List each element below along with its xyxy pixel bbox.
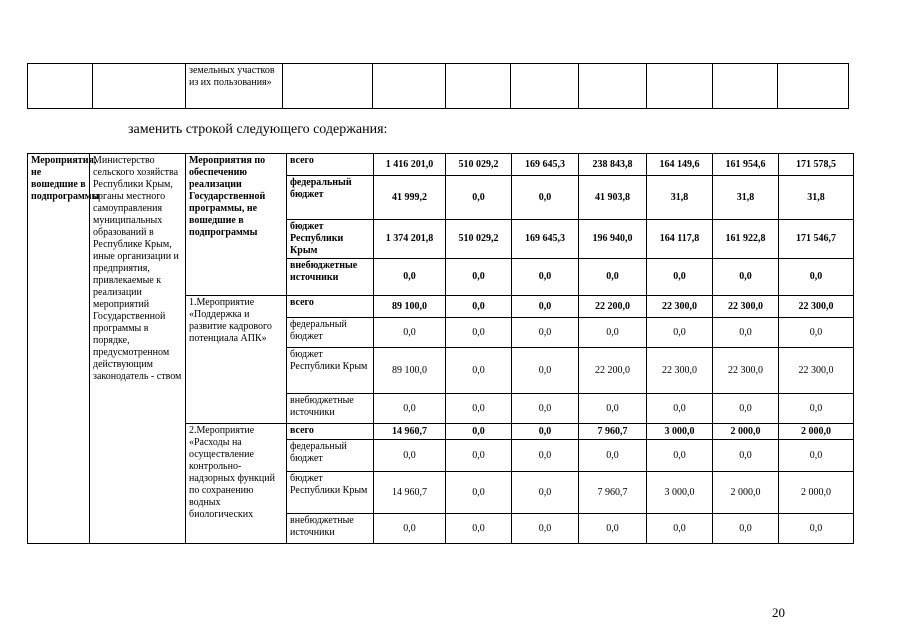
- funding-source-label: федеральный бюджет: [287, 440, 374, 472]
- amount-cell: 0,0: [512, 176, 579, 220]
- amount-cell: 0,0: [446, 424, 512, 440]
- amount-cell: 0,0: [579, 318, 647, 348]
- amount-cell: 0,0: [446, 394, 512, 424]
- amount-cell: 0,0: [779, 440, 854, 472]
- amount-cell: 0,0: [512, 259, 579, 296]
- amount-cell: 14 960,7: [374, 472, 446, 514]
- activity-name: 1.Мероприятие «Поддержка и развитие кадрового потенциала АПК»: [186, 296, 287, 424]
- amount-cell: 2 000,0: [779, 472, 854, 514]
- amount-cell: 0,0: [512, 514, 579, 544]
- amount-cell: 0,0: [579, 514, 647, 544]
- amount-cell: 171 578,5: [779, 154, 854, 176]
- amount-cell: 0,0: [713, 394, 779, 424]
- amount-cell: 0,0: [713, 259, 779, 296]
- amount-cell: 0,0: [647, 514, 713, 544]
- funding-source-label: внебюджетные источники: [287, 259, 374, 296]
- amount-cell: 0,0: [647, 440, 713, 472]
- amount-cell: 238 843,8: [579, 154, 647, 176]
- amount-cell: 0,0: [579, 394, 647, 424]
- amount-cell: 510 029,2: [446, 154, 512, 176]
- amount-cell: 22 200,0: [579, 348, 647, 394]
- amount-cell: 0,0: [512, 424, 579, 440]
- amount-cell: 0,0: [446, 296, 512, 318]
- amount-cell: 196 940,0: [579, 220, 647, 259]
- amount-cell: 1 416 201,0: [374, 154, 446, 176]
- funding-source-label: бюджет Республики Крым: [287, 220, 374, 259]
- amount-cell: 0,0: [374, 514, 446, 544]
- funding-source-label: внебюджетные источники: [287, 514, 374, 544]
- amount-cell: 0,0: [579, 440, 647, 472]
- activity-name: Мероприятия по обеспечению реализации Государственной программы, не вошедшие в подпрограммы: [186, 154, 287, 296]
- funding-source-label: всего: [287, 154, 374, 176]
- amount-cell: 89 100,0: [374, 296, 446, 318]
- amount-cell: 510 029,2: [446, 220, 512, 259]
- previous-row-text: земельных участков из их пользования»: [186, 64, 283, 109]
- amount-cell: 164 149,6: [647, 154, 713, 176]
- amount-cell: 161 954,6: [713, 154, 779, 176]
- previous-row: [28, 64, 849, 109]
- funding-source-label: внебюджетные источники: [287, 394, 374, 424]
- amount-cell: 7 960,7: [579, 472, 647, 514]
- amount-cell: 169 645,3: [512, 154, 579, 176]
- funding-source-label: всего: [287, 424, 374, 440]
- section-title: Мероприятия, не вошедшие в подпрограммы: [28, 154, 90, 544]
- amount-cell: 0,0: [446, 440, 512, 472]
- amount-cell: 2 000,0: [779, 424, 854, 440]
- amount-cell: 31,8: [647, 176, 713, 220]
- replacement-table: [27, 153, 854, 544]
- activity-name: 2.Мероприятие «Расходы на осуществление контрольно-надзорных функций по сохранению водных биологических: [186, 424, 287, 544]
- amount-cell: 0,0: [374, 318, 446, 348]
- amount-cell: 31,8: [713, 176, 779, 220]
- amount-cell: 0,0: [446, 176, 512, 220]
- amount-cell: 0,0: [512, 348, 579, 394]
- amount-cell: 164 117,8: [647, 220, 713, 259]
- amount-cell: 0,0: [446, 348, 512, 394]
- amount-cell: 0,0: [446, 259, 512, 296]
- funding-source-label: всего: [287, 296, 374, 318]
- amount-cell: 31,8: [779, 176, 854, 220]
- table-row: [28, 154, 854, 176]
- funding-source-label: федеральный бюджет: [287, 318, 374, 348]
- amount-cell: 14 960,7: [374, 424, 446, 440]
- amount-cell: 0,0: [446, 318, 512, 348]
- amount-cell: 0,0: [374, 440, 446, 472]
- responsible-executors: Министерство сельского хозяйства Республики Крым, органы местного самоуправления муниципальных образований в Республике Крым, иные организации и предприятия, привлекаемые к реализации мероприятий Государственной программы в порядке, предусмотренном действующим законодатель - ством: [90, 154, 186, 544]
- amount-cell: 2 000,0: [713, 472, 779, 514]
- amount-cell: 3 000,0: [647, 472, 713, 514]
- amount-cell: 0,0: [579, 259, 647, 296]
- amount-cell: 0,0: [713, 514, 779, 544]
- amount-cell: 0,0: [647, 394, 713, 424]
- amount-cell: 0,0: [713, 440, 779, 472]
- amount-cell: 22 200,0: [579, 296, 647, 318]
- amount-cell: 0,0: [374, 394, 446, 424]
- amount-cell: 22 300,0: [713, 296, 779, 318]
- previous-row-table: [27, 63, 849, 109]
- amount-cell: 22 300,0: [647, 296, 713, 318]
- replacement-table-body: [28, 154, 854, 544]
- amount-cell: 0,0: [512, 296, 579, 318]
- amount-cell: 3 000,0: [647, 424, 713, 440]
- amount-cell: 0,0: [512, 440, 579, 472]
- amount-cell: 0,0: [512, 394, 579, 424]
- amount-cell: 0,0: [713, 318, 779, 348]
- amount-cell: 0,0: [512, 472, 579, 514]
- amount-cell: 0,0: [779, 318, 854, 348]
- amount-cell: 0,0: [779, 394, 854, 424]
- amount-cell: 22 300,0: [779, 348, 854, 394]
- amount-cell: 89 100,0: [374, 348, 446, 394]
- amount-cell: 0,0: [446, 514, 512, 544]
- amount-cell: 0,0: [779, 514, 854, 544]
- amount-cell: 161 922,8: [713, 220, 779, 259]
- replace-instruction: заменить строкой следующего содержания:: [128, 122, 388, 137]
- page-number: 20: [772, 605, 785, 620]
- amount-cell: 41 903,8: [579, 176, 647, 220]
- amount-cell: 0,0: [446, 472, 512, 514]
- amount-cell: 1 374 201,8: [374, 220, 446, 259]
- amount-cell: 0,0: [512, 318, 579, 348]
- amount-cell: 41 999,2: [374, 176, 446, 220]
- amount-cell: 0,0: [779, 259, 854, 296]
- amount-cell: 171 546,7: [779, 220, 854, 259]
- funding-source-label: бюджет Республики Крым: [287, 348, 374, 394]
- amount-cell: 0,0: [374, 259, 446, 296]
- amount-cell: 0,0: [647, 259, 713, 296]
- amount-cell: 7 960,7: [579, 424, 647, 440]
- amount-cell: 22 300,0: [713, 348, 779, 394]
- amount-cell: 22 300,0: [647, 348, 713, 394]
- amount-cell: 22 300,0: [779, 296, 854, 318]
- amount-cell: 169 645,3: [512, 220, 579, 259]
- funding-source-label: бюджет Республики Крым: [287, 472, 374, 514]
- amount-cell: 0,0: [647, 318, 713, 348]
- funding-source-label: федеральный бюджет: [287, 176, 374, 220]
- amount-cell: 2 000,0: [713, 424, 779, 440]
